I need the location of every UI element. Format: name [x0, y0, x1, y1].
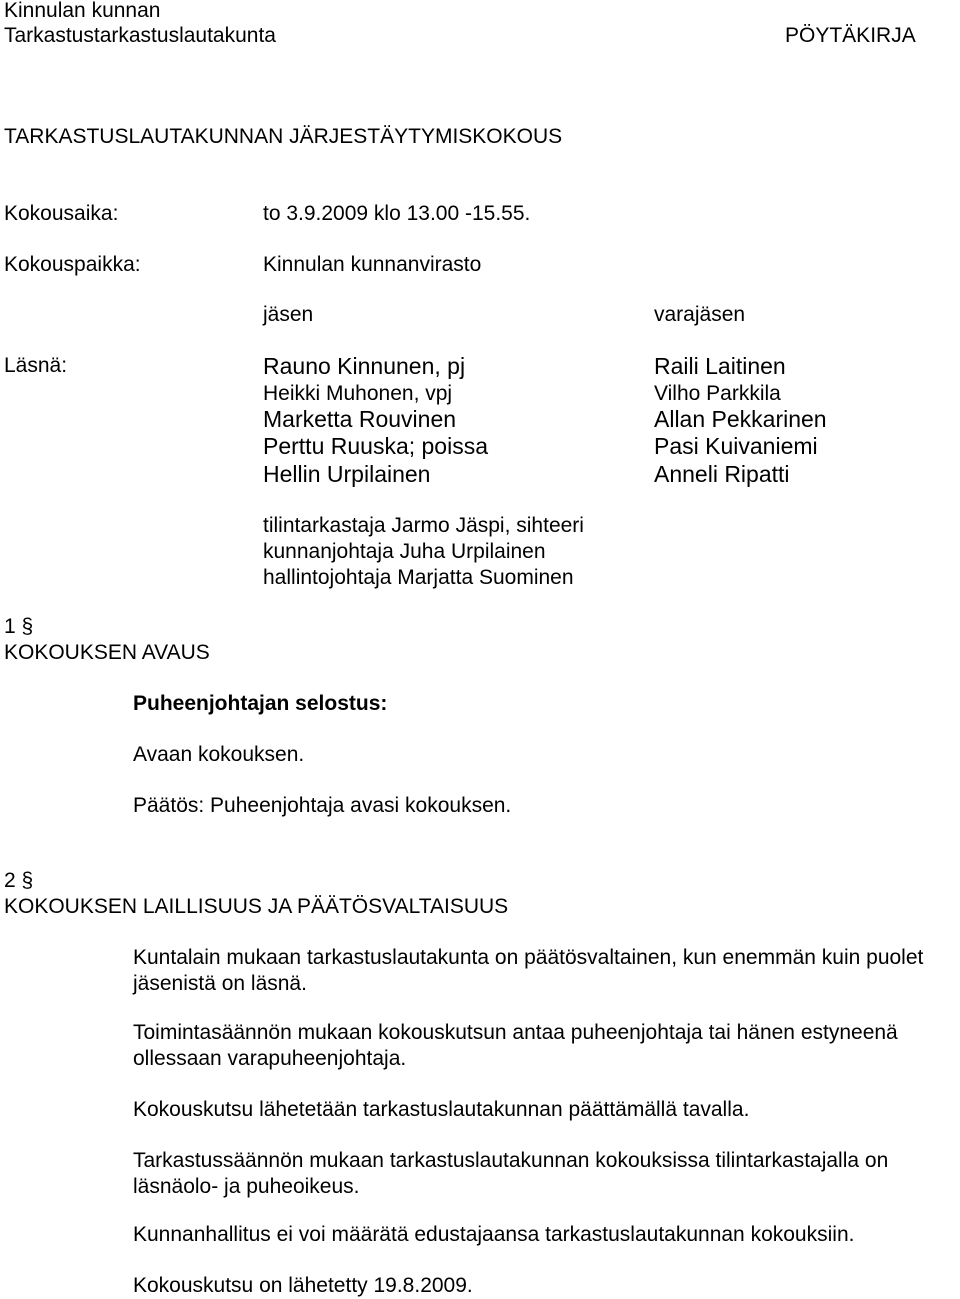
section-1-symbol: § [21, 615, 34, 638]
member-column-header: jäsen [263, 303, 314, 326]
other-attendee: kunnanjohtaja Juha Urpilainen [263, 540, 546, 563]
committee-name: Tarkastustarkastuslautakunta [4, 24, 276, 47]
deputy-column-header: varajäsen [654, 303, 746, 326]
member-item: Rauno Kinnunen, pj [263, 353, 466, 379]
deputy-item: Pasi Kuivaniemi [654, 433, 818, 459]
deputy-item: Allan Pekkarinen [654, 406, 827, 432]
section-1-subheading: Puheenjohtajan selostus: [133, 692, 388, 715]
deputy-item: Vilho Parkkila [654, 382, 781, 405]
deputy-item: Anneli Ripatti [654, 461, 790, 487]
meeting-place-label: Kokouspaikka: [4, 253, 141, 276]
section-1-num: 1 [4, 615, 16, 638]
present-label: Läsnä: [4, 354, 68, 377]
meeting-time-label: Kokousaika: [4, 202, 119, 225]
section-1-number [4, 614, 33, 640]
section-2-number [4, 868, 33, 894]
section-1-text: Avaan kokouksen. [133, 743, 305, 766]
section-2-num: 2 [4, 869, 16, 892]
section-2-symbol: § [21, 869, 34, 892]
section-2-paragraph-line: ollessaan varapuheenjohtaja. [133, 1047, 407, 1070]
member-item: Heikki Muhonen, vpj [263, 382, 453, 405]
deputy-item: Raili Laitinen [654, 353, 786, 379]
meeting-place-value: Kinnulan kunnanvirasto [263, 253, 482, 276]
member-item: Marketta Rouvinen [263, 406, 457, 432]
section-2-paragraph-line: läsnäolo- ja puheoikeus. [133, 1175, 360, 1198]
member-item: Perttu Ruuska; poissa [263, 433, 489, 459]
page-title: TARKASTUSLAUTAKUNNAN JÄRJESTÄYTYMISKOKOUS [4, 125, 563, 148]
section-1-decision: Päätös: Puheenjohtaja avasi kokouksen. [133, 794, 512, 817]
meeting-time-value: to 3.9.2009 klo 13.00 -15.55. [263, 202, 531, 225]
other-attendee: tilintarkastaja Jarmo Jäspi, sihteeri [263, 514, 584, 537]
section-2-paragraph: Kunnanhallitus ei voi määrätä edustajaansa tarkastuslautakunnan kokouksiin. [133, 1223, 855, 1246]
member-item: Hellin Urpilainen [263, 461, 431, 487]
section-2-title: KOKOUKSEN LAILLISUUS JA PÄÄTÖSVALTAISUUS [4, 895, 509, 918]
section-1-title: KOKOUKSEN AVAUS [4, 641, 210, 664]
section-2-paragraph-line: Tarkastussäännön mukaan tarkastuslautakunnan kokouksissa tilintarkastajalla on [133, 1149, 889, 1172]
section-2-paragraph: Kokouskutsu on lähetetty 19.8.2009. [133, 1274, 473, 1297]
document-type: PÖYTÄKIRJA [785, 24, 916, 47]
section-2-paragraph-line: Toimintasäännön mukaan kokouskutsun antaa puheenjohtaja tai hänen estyneenä [133, 1021, 898, 1044]
other-attendee: hallintojohtaja Marjatta Suominen [263, 566, 574, 589]
section-2-paragraph-line: jäsenistä on läsnä. [133, 972, 307, 995]
section-2-paragraph-line: Kuntalain mukaan tarkastuslautakunta on päätösvaltainen, kun enemmän kuin puolet [133, 946, 924, 969]
municipality-name: Kinnulan kunnan [4, 0, 161, 22]
section-2-paragraph: Kokouskutsu lähetetään tarkastuslautakunnan päättämällä tavalla. [133, 1098, 750, 1121]
